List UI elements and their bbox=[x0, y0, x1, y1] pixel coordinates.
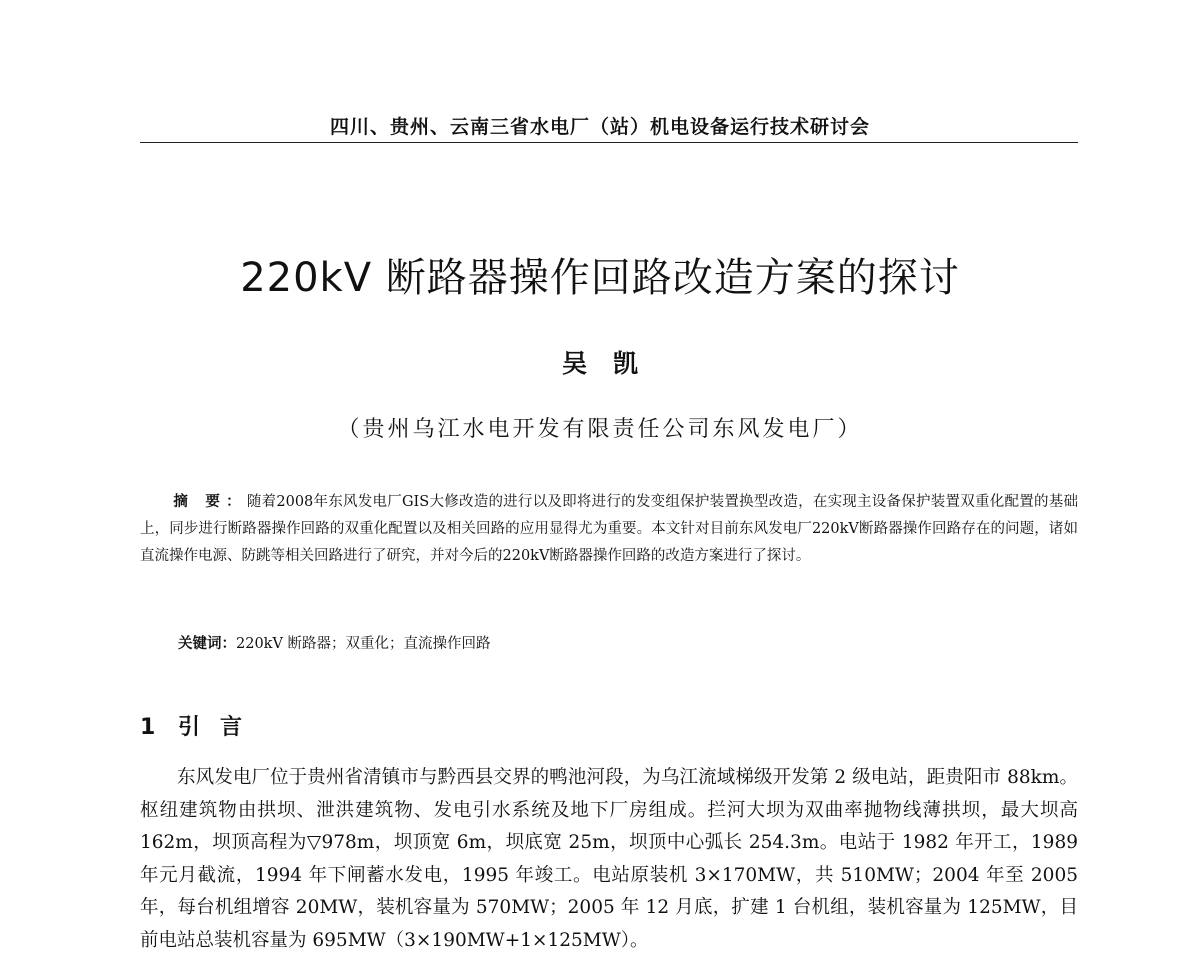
body-paragraph: 东风发电厂位于贵州省清镇市与黔西县交界的鸭池河段，为乌江流域梯级开发第 2 级电站，距贵阳市 88km。枢纽建筑物由拱坝、泄洪建筑物、发电引水系统及地下厂房组成。拦河大坝为双曲率抛物线薄拱坝，最大坝高 162m，坝顶高程为▽978m，坝顶宽 6m，坝底宽 25m，坝顶中心弧长 254.3m。电站于 1982 年开工，1989 年元月截流，1994 年下闸蓄水发电，1995 年竣工。电站原装机 3×170MW，共 510MW；2004 年至 2005 年，每台机组增容 20MW，装机容量为 570MW；2005 年 12 月底，扩建 1 台机组，装机容量为 125MW，目前电站总装机容量为 695MW（3×190MW+1×125MW）。 bbox=[140, 767, 1078, 951]
abstract-text: 随着2008年东风发电厂GIS大修改造的进行以及即将进行的发变组保护装置换型改造，在实现主设备保护装置双重化配置的基础上，同步进行断路器操作回路的双重化配置以及相关回路的应用显得尤为重要。本文针对目前东风发电厂220kV断路器操作回路存在的问题，诸如直流操作电源、防跳等相关回路进行了研究，并对今后的220kV断路器操作回路的改造方案进行了探讨。 bbox=[140, 494, 1078, 564]
header-rule bbox=[140, 142, 1078, 143]
keywords-label: 关键词： bbox=[178, 635, 236, 652]
section-title: 引言 bbox=[178, 715, 263, 740]
author-name: 吴凯 bbox=[561, 349, 664, 378]
paper-title: 220kV 断路器操作回路改造方案的探讨 bbox=[240, 255, 960, 301]
author-affiliation: （贵州乌江水电开发有限责任公司东风发电厂） bbox=[337, 417, 863, 442]
section-number: 1 bbox=[140, 715, 156, 740]
abstract bbox=[140, 488, 1078, 570]
running-header: 四川、贵州、云南三省水电厂（站）机电设备运行技术研讨会 bbox=[329, 116, 870, 138]
section-heading bbox=[140, 710, 262, 741]
keywords bbox=[178, 630, 1078, 658]
abstract-label: 摘 要： bbox=[173, 493, 247, 510]
keywords-text: 220kV 断路器；双重化；直流操作回路 bbox=[236, 636, 491, 652]
